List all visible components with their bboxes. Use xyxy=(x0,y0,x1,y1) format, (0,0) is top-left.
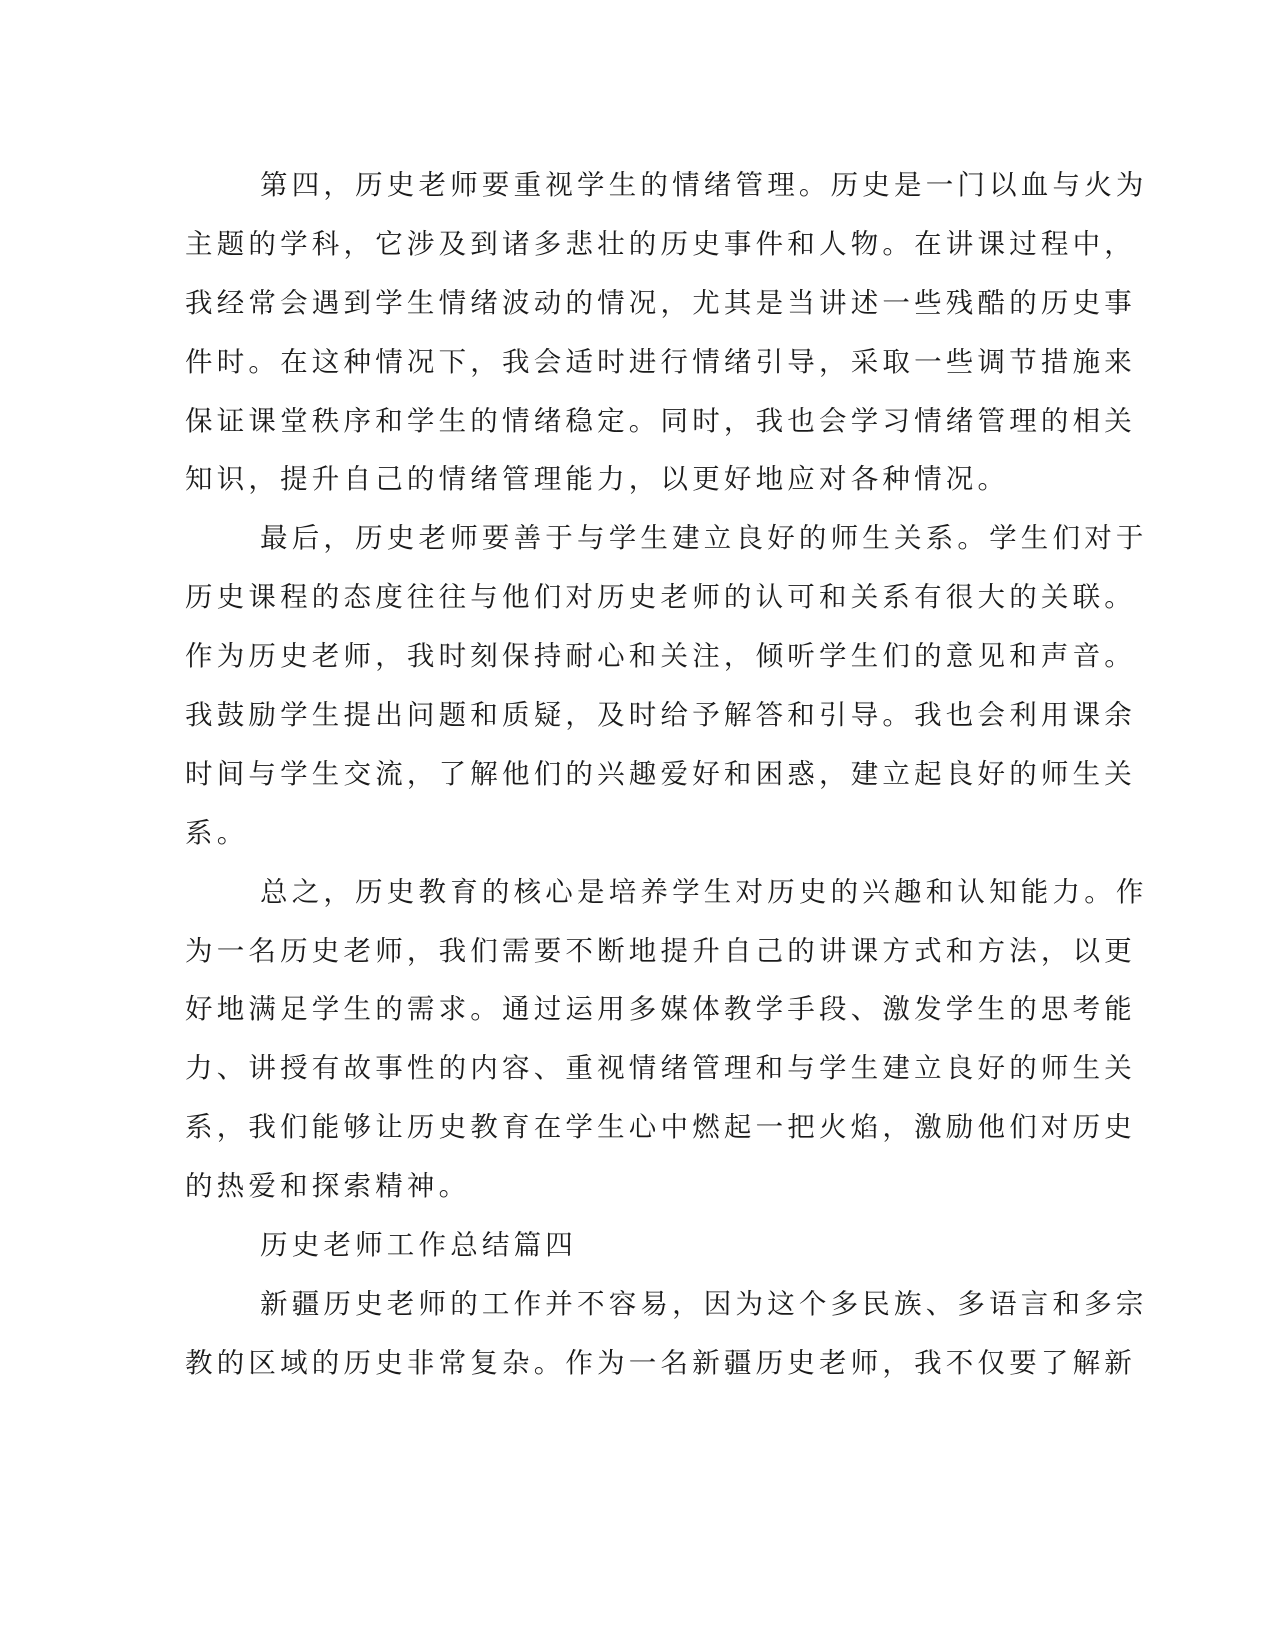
text-line: 件时。在这种情况下，我会适时进行情绪引导，采取一些调节措施来 xyxy=(185,345,1136,378)
text-line: 第四，历史老师要重视学生的情绪管理。历史是一门以血与火为 xyxy=(260,169,1148,201)
body-text xyxy=(185,156,1148,1393)
text-line: 力、讲授有故事性的内容、重视情绪管理和与学生建立良好的师生关 xyxy=(185,1052,1136,1085)
text-line: 新疆历史老师的工作并不容易，因为这个多民族、多语言和多宗 xyxy=(260,1287,1148,1320)
text-line: 知识，提升自己的情绪管理能力，以更好地应对各种情况。 xyxy=(185,463,1010,496)
text-line: 保证课堂秩序和学生的情绪稳定。同时，我也会学习情绪管理的相关 xyxy=(185,404,1136,437)
text-line: 主题的学科，它涉及到诸多悲壮的历史事件和人物。在讲课过程中， xyxy=(185,227,1136,260)
text-line: 教的区域的历史非常复杂。作为一名新疆历史老师，我不仅要了解新 xyxy=(185,1346,1136,1379)
text-line: 系。 xyxy=(185,816,249,849)
text-line: 最后，历史老师要善于与学生建立良好的师生关系。学生们对于 xyxy=(260,522,1148,555)
text-line: 历史课程的态度往往与他们对历史老师的认可和关系有很大的关联。 xyxy=(185,581,1136,614)
text-line: 我鼓励学生提出问题和质疑，及时给予解答和引导。我也会利用课余 xyxy=(185,699,1136,732)
text-line: 总之，历史教育的核心是培养学生对历史的兴趣和认知能力。作 xyxy=(260,875,1148,908)
text-line: 历史老师工作总结篇四 xyxy=(260,1229,577,1262)
text-line: 为一名历史老师，我们需要不断地提升自己的讲课方式和方法，以更 xyxy=(185,934,1136,967)
text-line: 系，我们能够让历史教育在学生心中燃起一把火焰，激励他们对历史 xyxy=(185,1111,1136,1144)
text-line: 时间与学生交流，了解他们的兴趣爱好和困惑，建立起良好的师生关 xyxy=(185,757,1136,790)
text-line: 好地满足学生的需求。通过运用多媒体教学手段、激发学生的思考能 xyxy=(185,993,1136,1026)
text-line: 的热爱和探索精神。 xyxy=(185,1170,471,1203)
text-line: 作为历史老师，我时刻保持耐心和关注，倾听学生们的意见和声音。 xyxy=(185,640,1136,673)
text-line: 我经常会遇到学生情绪波动的情况，尤其是当讲述一些残酷的历史事 xyxy=(185,286,1136,319)
